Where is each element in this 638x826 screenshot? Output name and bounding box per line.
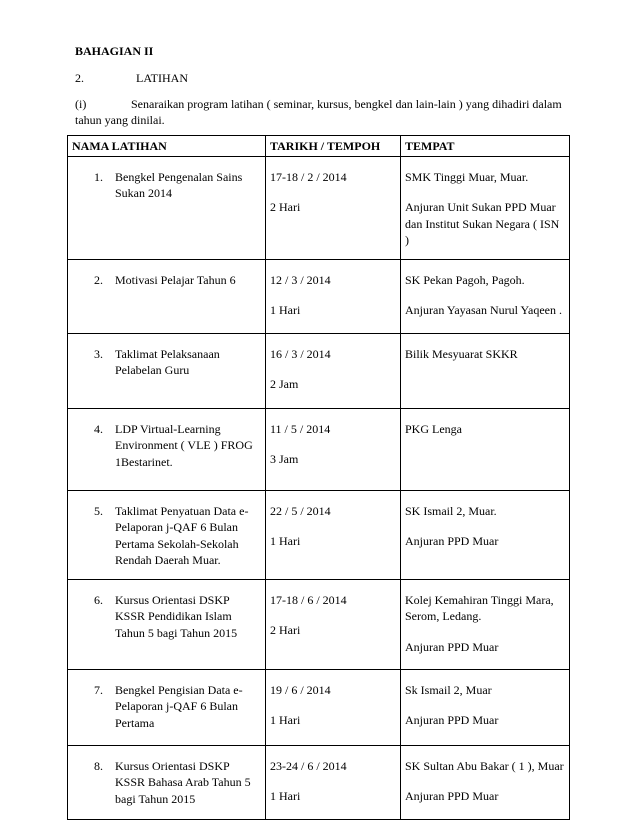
training-date: 19 / 6 / 2014 [270,683,331,698]
item-number: 6. [94,593,103,608]
training-place: SMK Tinggi Muar, Muar. [405,170,529,185]
training-name-cell [68,157,266,260]
column-header-place: TEMPAT [401,136,570,157]
place-cell [401,746,570,820]
section-heading: BAHAGIAN II [75,44,154,58]
training-date: 23-24 / 6 / 2014 [270,759,347,774]
date-duration-cell [266,670,401,746]
training-place: SK Sultan Abu Bakar ( 1 ), Muar [405,759,564,774]
training-name: Taklimat Pelaksanaan Pelabelan Guru [115,347,220,378]
place-cell [401,580,570,670]
training-name: Motivasi Pelajar Tahun 6 [115,273,236,288]
date-duration-cell [266,334,401,409]
date-duration-cell [266,409,401,491]
training-name: Kursus Orientasi DSKP KSSR Bahasa Arab Tahun 5 bagi Tahun 2015 [115,759,251,806]
table-row [68,670,570,746]
training-name-cell [68,746,266,820]
place-cell [401,670,570,746]
training-duration: 1 Hari [270,303,301,318]
training-organizer: Anjuran Unit Sukan PPD Muar dan Institut Sukan Negara ( ISN ) [405,200,560,247]
training-organizer: Anjuran Yayasan Nurul Yaqeen . [405,303,562,318]
training-date: 12 / 3 / 2014 [270,273,331,288]
table-row [68,746,570,820]
subsection-title: LATIHAN [136,71,188,85]
table-header-row [68,136,570,157]
table-row [68,409,570,491]
subsection-number: 2. [75,71,84,85]
column-header-name: NAMA LATIHAN [68,136,266,157]
training-place: PKG Lenga [405,422,462,437]
training-name-cell [68,491,266,580]
item-number: 8. [94,759,103,774]
training-date: 22 / 5 / 2014 [270,504,331,519]
place-cell [401,157,570,260]
item-number: 1. [94,170,103,185]
training-name-cell [68,670,266,746]
item-number: 5. [94,504,103,519]
training-date: 16 / 3 / 2014 [270,347,331,362]
date-duration-cell [266,580,401,670]
training-duration: 2 Jam [270,377,299,392]
training-place: SK Pekan Pagoh, Pagoh. [405,273,525,288]
training-name-cell [68,409,266,491]
training-organizer: Anjuran PPD Muar [405,639,499,654]
place-cell [401,334,570,409]
training-date: 17-18 / 6 / 2014 [270,593,347,608]
column-header-date: TARIKH / TEMPOH [266,136,401,157]
training-duration: 1 Hari [270,789,301,804]
date-duration-cell [266,260,401,334]
training-name-cell [68,580,266,670]
training-duration: 2 Hari [270,623,301,638]
training-name: Bengkel Pengenalan Sains Sukan 2014 [115,170,243,201]
item-number: 3. [94,347,103,362]
training-date: 11 / 5 / 2014 [270,422,331,437]
training-duration: 1 Hari [270,534,301,549]
item-number: 7. [94,683,103,698]
training-name-cell [68,334,266,409]
date-duration-cell [266,157,401,260]
place-cell [401,260,570,334]
table-row [68,580,570,670]
date-duration-cell [266,746,401,820]
instruction-number: (i) [75,97,87,111]
training-name-cell [68,260,266,334]
training-table [67,135,570,820]
table-row [68,491,570,580]
instruction [75,96,570,128]
date-duration-cell [266,491,401,580]
training-name: LDP Virtual-Learning Environment ( VLE ) FROG 1Bestarinet. [115,422,253,469]
training-place: Sk Ismail 2, Muar [405,683,492,698]
training-date: 17-18 / 2 / 2014 [270,170,347,185]
place-cell [401,409,570,491]
training-organizer: Anjuran PPD Muar [405,534,499,549]
training-name: Bengkel Pengisian Data e-Pelaporan j-QAF 6 Bulan Pertama [115,683,243,730]
table-row [68,260,570,334]
training-duration: 3 Jam [270,452,299,467]
training-organizer: Anjuran PPD Muar [405,713,499,728]
table-row [68,334,570,409]
training-place: Kolej Kemahiran Tinggi Mara, Serom, Ledang. [405,593,554,624]
item-number: 4. [94,422,103,437]
item-number: 2. [94,273,103,288]
instruction-text: Senaraikan program latihan ( seminar, kursus, bengkel dan lain-lain ) yang dihadiri dalam tahun yang dinilai. [75,97,562,128]
training-organizer: Anjuran PPD Muar [405,789,499,804]
training-name: Taklimat Penyatuan Data e-Pelaporan j-QAF 6 Bulan Pertama Sekolah-Sekolah Rendah Daerah Muar. [115,504,249,567]
table-row [68,157,570,260]
training-place: SK Ismail 2, Muar. [405,504,497,519]
training-duration: 1 Hari [270,713,301,728]
training-duration: 2 Hari [270,200,301,215]
place-cell [401,491,570,580]
training-name: Kursus Orientasi DSKP KSSR Pendidikan Islam Tahun 5 bagi Tahun 2015 [115,593,238,640]
training-place: Bilik Mesyuarat SKKR [405,347,518,362]
